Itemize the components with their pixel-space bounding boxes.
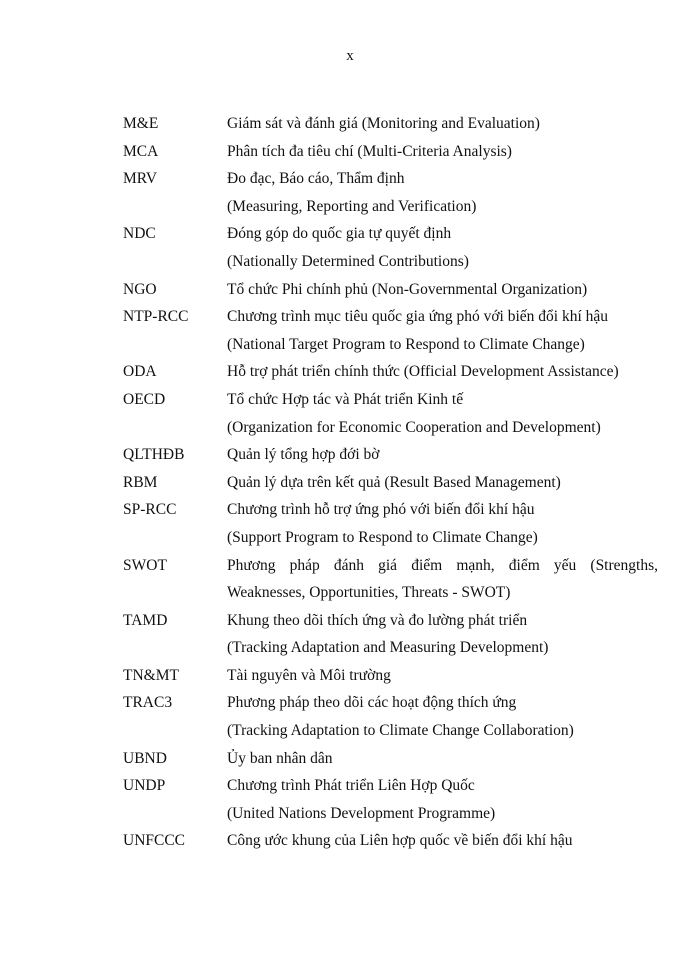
definition-line: Ủy ban nhân dân [227, 749, 333, 767]
definition-line: Tổ chức Hợp tác và Phát triển Kinh tế [227, 390, 464, 408]
abbreviation-row [123, 827, 658, 855]
definition-line: Tổ chức Phi chính phủ (Non-Governmental Organization) [227, 280, 588, 298]
abbreviation-term: NGO [123, 280, 157, 298]
abbreviation-definition [227, 607, 658, 662]
abbreviation-row [123, 745, 658, 773]
abbreviation-term: UNDP [123, 777, 166, 795]
abbreviation-row [123, 138, 658, 166]
abbreviation-term: M&E [123, 115, 159, 132]
abbreviation-row [123, 220, 658, 275]
abbreviation-term: MCA [123, 142, 159, 160]
definition-line: Quản lý tổng hợp đới bờ [227, 446, 380, 464]
abbreviation-definition [227, 469, 658, 497]
abbreviation-row [123, 303, 658, 358]
abbreviation-definition [227, 110, 658, 138]
abbreviation-row [123, 662, 658, 690]
abbreviation-row [123, 469, 658, 497]
abbreviation-term: NTP-RCC [123, 308, 189, 326]
definition-line: (Organization for Economic Cooperation and Development) [227, 418, 601, 436]
abbreviation-definition [227, 276, 658, 304]
definition-line: Phân tích đa tiêu chí (Multi-Criteria Analysis) [227, 142, 512, 160]
definition-line: Tài nguyên và Môi trường [227, 666, 391, 684]
abbreviation-definition [227, 138, 658, 166]
abbreviation-row [123, 386, 658, 441]
definition-line: Chương trình mục tiêu quốc gia ứng phó với biến đổi khí hậu [227, 308, 609, 326]
abbreviation-term: MRV [123, 170, 158, 188]
abbreviation-list [123, 110, 658, 855]
definition-line: Đóng góp do quốc gia tự quyết định [227, 225, 452, 243]
abbreviation-definition [227, 662, 658, 690]
definition-line: (Support Program to Respond to Climate Change) [227, 528, 538, 546]
abbreviation-definition [227, 386, 658, 441]
abbreviation-definition [227, 220, 658, 275]
abbreviation-term: TN&MT [123, 666, 179, 684]
abbreviation-definition [227, 689, 658, 744]
definition-line: Chương trình hỗ trợ ứng phó với biến đổi khí hậu [227, 501, 535, 519]
abbreviation-row [123, 358, 658, 386]
definition-line: (United Nations Development Programme) [227, 804, 496, 822]
definition-line: Weaknesses, Opportunities, Threats - SWOT) [227, 584, 511, 602]
abbreviation-term: UNFCCC [123, 832, 186, 850]
abbreviation-row [123, 772, 658, 827]
page-number: x [346, 48, 354, 64]
definition-line: (National Target Program to Respond to Climate Change) [227, 335, 585, 353]
abbreviation-row [123, 110, 658, 138]
abbreviation-definition [227, 745, 658, 773]
abbreviation-definition [227, 552, 658, 607]
definition-line: Phương pháp theo dõi các hoạt động thích ứng [227, 694, 517, 712]
definition-line: Phương pháp đánh giá điểm mạnh, điểm yếu (Strengths, [227, 556, 658, 574]
definition-line: Giám sát và đánh giá (Monitoring and Evaluation) [227, 115, 540, 132]
abbreviation-term: NDC [123, 225, 156, 243]
definition-line: Quản lý dựa trên kết quả (Result Based Management) [227, 473, 561, 491]
abbreviation-definition [227, 358, 658, 386]
abbreviation-row [123, 441, 658, 469]
abbreviation-row [123, 607, 658, 662]
abbreviation-row [123, 496, 658, 551]
abbreviation-term: TRAC3 [123, 694, 173, 712]
abbreviation-term: TAMD [123, 611, 168, 629]
abbreviation-definition [227, 827, 658, 855]
abbreviation-definition [227, 441, 658, 469]
abbreviation-term: UBND [123, 749, 167, 767]
definition-line: (Tracking Adaptation to Climate Change Collaboration) [227, 722, 574, 740]
definition-line: Chương trình Phát triển Liên Hợp Quốc [227, 777, 475, 795]
abbreviation-definition [227, 772, 658, 827]
abbreviation-definition [227, 165, 658, 220]
abbreviation-row [123, 165, 658, 220]
abbreviation-term: SWOT [123, 556, 167, 574]
definition-line: (Tracking Adaptation and Measuring Development) [227, 639, 549, 657]
abbreviation-term: OECD [123, 390, 166, 408]
abbreviation-row [123, 276, 658, 304]
abbreviation-term: SP-RCC [123, 501, 177, 519]
definition-line: Đo đạc, Báo cáo, Thẩm định [227, 170, 405, 188]
abbreviation-term: RBM [123, 473, 158, 491]
definition-line: Công ước khung của Liên hợp quốc về biến đổi khí hậu [227, 832, 573, 850]
abbreviation-definition [227, 496, 658, 551]
abbreviation-definition [227, 303, 658, 358]
definition-line: (Measuring, Reporting and Verification) [227, 197, 477, 215]
abbreviation-term: ODA [123, 363, 157, 381]
definition-line: (Nationally Determined Contributions) [227, 252, 469, 270]
definition-line: Khung theo dõi thích ứng và đo lường phát triển [227, 611, 528, 629]
abbreviation-row [123, 552, 658, 607]
abbreviation-term: QLTHĐB [123, 446, 185, 464]
abbreviation-row [123, 689, 658, 744]
definition-line: Hỗ trợ phát triển chính thức (Official Development Assistance) [227, 363, 619, 381]
